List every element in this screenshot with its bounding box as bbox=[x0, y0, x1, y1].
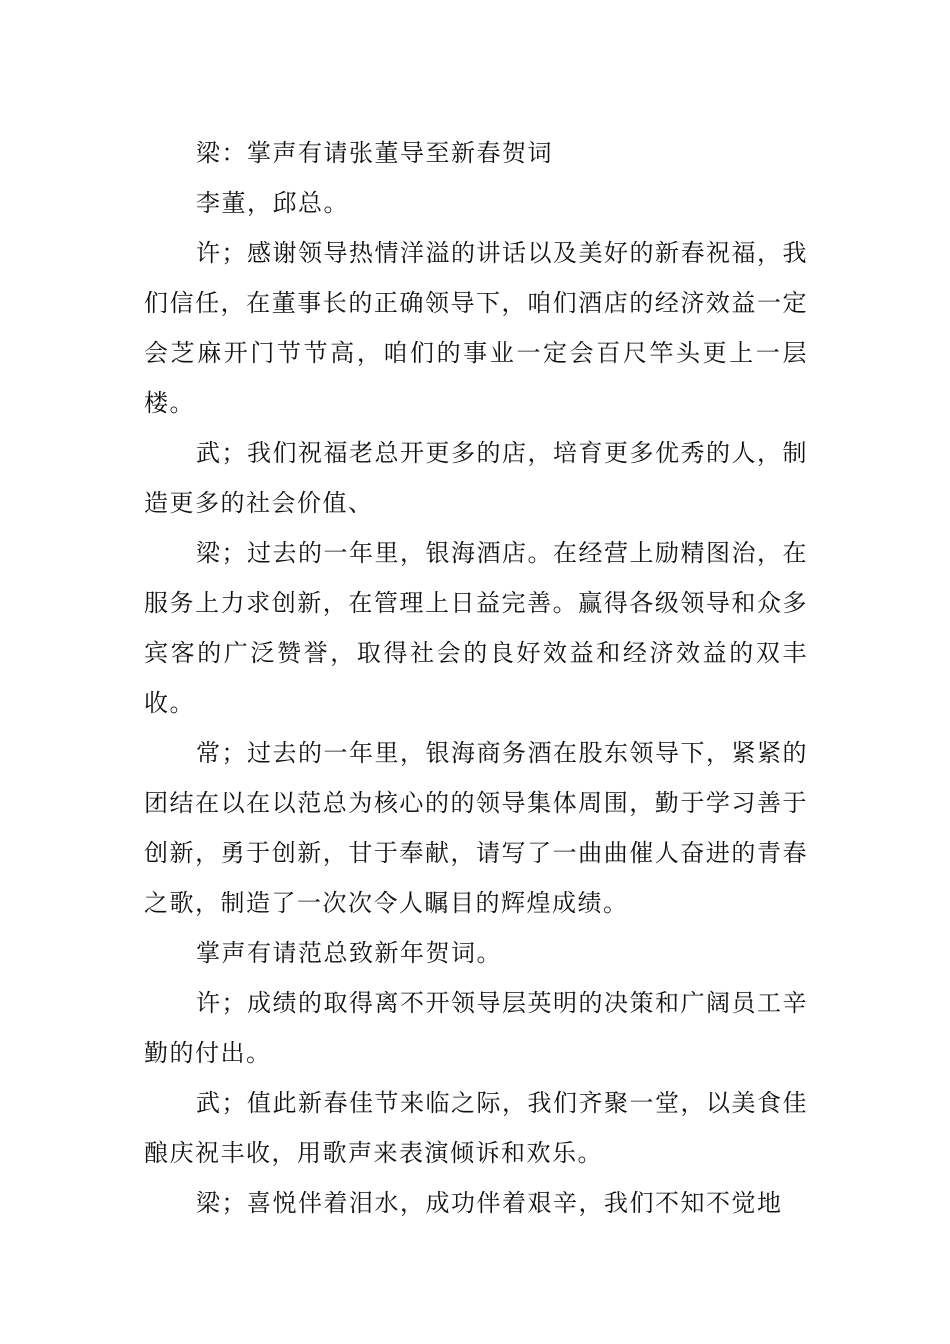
paragraph-6: 常；过去的一年里，银海商务酒在股东领导下，紧紧的团结在以在以范总为核心的的领导集体周围，勤于学习善于创新，勇于创新，甘于奉献，请写了一曲曲催人奋进的青春之歌，制造了一次次令人瞩目的辉煌成绩。 bbox=[144, 739, 808, 917]
paragraph-4: 武；我们祝福老总开更多的店，培育更多优秀的人，制造更多的社会价值、 bbox=[144, 439, 808, 517]
paragraph-7: 掌声有请范总致新年贺词。 bbox=[196, 939, 502, 967]
document-body bbox=[144, 128, 808, 1228]
paragraph-9: 武；值此新春佳节来临之际，我们齐聚一堂，以美食佳酿庆祝丰收，用歌声来表演倾诉和欢乐。 bbox=[144, 1089, 808, 1167]
paragraph-2: 李董，邱总。 bbox=[196, 189, 349, 217]
paragraph-5: 梁；过去的一年里，银海酒店。在经营上励精图治，在服务上力求创新，在管理上日益完善。赢得各级领导和众多宾客的广泛赞誉，取得社会的良好效益和经济效益的双丰收。 bbox=[144, 539, 808, 717]
paragraph-1: 梁：掌声有请张董导至新春贺词 bbox=[196, 139, 553, 167]
paragraph-8: 许；成绩的取得离不开领导层英明的决策和广阔员工辛勤的付出。 bbox=[144, 989, 808, 1067]
paragraph-10: 梁；喜悦伴着泪水，成功伴着艰辛，我们不知不觉地 bbox=[196, 1189, 783, 1217]
paragraph-3: 许；感谢领导热情洋溢的讲话以及美好的新春祝福，我们信任，在董事长的正确领导下，咱们酒店的经济效益一定会芝麻开门节节高，咱们的事业一定会百尺竿头更上一层楼。 bbox=[144, 239, 808, 417]
